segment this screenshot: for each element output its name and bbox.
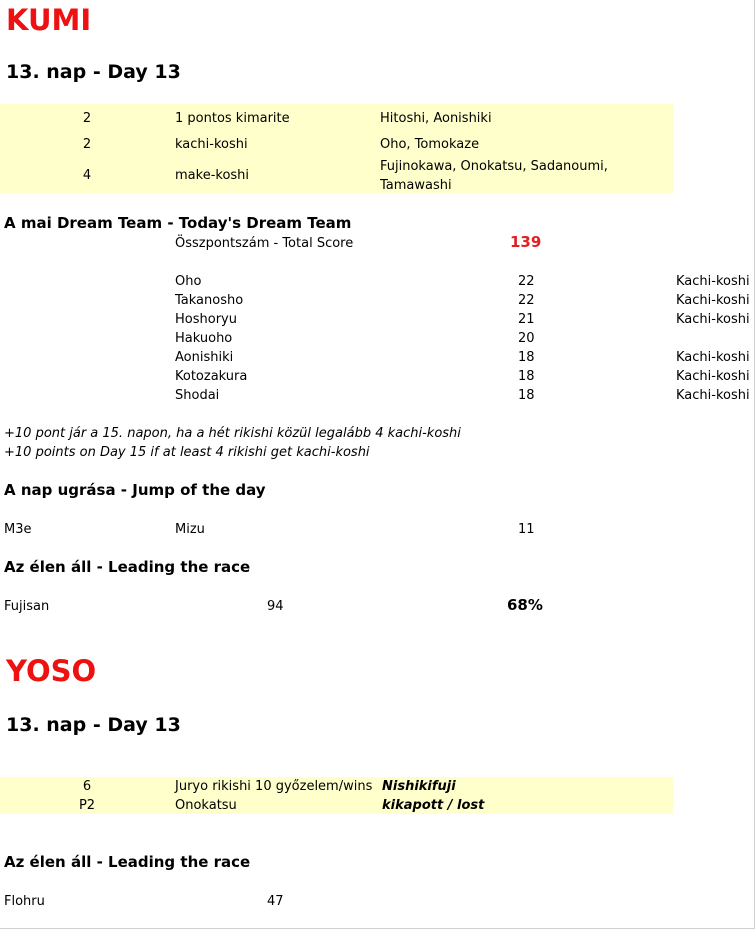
kumi-summary-names: Oho, Tomokaze: [380, 137, 480, 152]
dream-team-member-name: Aonishiki: [175, 350, 234, 365]
dream-team-member-points: 21: [518, 312, 535, 327]
total-score-label: Összpontszám - Total Score: [175, 236, 354, 251]
dream-team-member-status: Kachi-koshi: [676, 274, 750, 289]
kumi-summary-names-line2: Tamawashi: [380, 178, 452, 193]
dream-team-member-points: 18: [518, 369, 535, 384]
kumi-summary-names: Hitoshi, Aonishiki: [380, 111, 492, 126]
kumi-summary-label: kachi-koshi: [175, 137, 248, 152]
yoso-summary-value: kikapott / lost: [382, 798, 485, 813]
dream-team-member-points: 20: [518, 331, 535, 346]
dream-team-member-name: Takanosho: [175, 293, 244, 308]
kumi-title: KUMI: [6, 3, 92, 37]
jump-name: Mizu: [175, 522, 205, 537]
dream-team-member-name: Hoshoryu: [175, 312, 237, 327]
dream-team-member-status: Kachi-koshi: [676, 312, 750, 327]
dream-team-member-name: Oho: [175, 274, 202, 289]
dream-team-member-name: Kotozakura: [175, 369, 248, 384]
kumi-leader-heading: Az élen áll - Leading the race: [4, 558, 251, 576]
kumi-summary-names-line1: Fujinokawa, Onokatsu, Sadanoumi,: [380, 159, 608, 174]
dream-team-heading: A mai Dream Team - Today's Dream Team: [4, 214, 352, 232]
yoso-day-heading: 13. nap - Day 13: [6, 714, 181, 736]
jump-heading: A nap ugrása - Jump of the day: [4, 481, 266, 499]
total-score-value: 139: [510, 233, 542, 251]
dream-team-member-name: Hakuoho: [175, 331, 233, 346]
bonus-note-en: +10 points on Day 15 if at least 4 rikishi get kachi-koshi: [4, 445, 370, 460]
yoso-summary-count: P2: [78, 798, 96, 813]
kumi-summary-count: 2: [82, 137, 92, 152]
kumi-summary-label: make-koshi: [175, 168, 250, 183]
dream-team-member-points: 22: [518, 293, 535, 308]
dream-team-member-status: Kachi-koshi: [676, 369, 750, 384]
yoso-leader-points: 47: [267, 894, 284, 909]
yoso-summary-value: Nishikifuji: [382, 779, 456, 794]
kumi-summary-count: 4: [82, 168, 92, 183]
kumi-summary-label: 1 pontos kimarite: [175, 111, 290, 126]
dream-team-member-status: Kachi-koshi: [676, 293, 750, 308]
yoso-leader-heading: Az élen áll - Leading the race: [4, 853, 251, 871]
yoso-leader-name: Flohru: [4, 894, 45, 909]
dream-team-member-status: Kachi-koshi: [676, 350, 750, 365]
dream-team-member-status: Kachi-koshi: [676, 388, 750, 403]
dream-team-member-points: 18: [518, 350, 535, 365]
dream-team-member-points: 22: [518, 274, 535, 289]
yoso-summary-label: Juryo rikishi 10 győzelem/wins: [175, 779, 373, 794]
yoso-summary-count: 6: [82, 779, 92, 794]
kumi-leader-percent: 68%: [507, 596, 543, 614]
jump-value: 11: [518, 522, 535, 537]
kumi-leader-points: 94: [267, 599, 284, 614]
bonus-note-hu: +10 pont jár a 15. napon, ha a hét rikishi közül legalább 4 kachi-koshi: [4, 426, 461, 441]
yoso-title: YOSO: [6, 654, 97, 688]
kumi-leader-name: Fujisan: [4, 599, 50, 614]
kumi-summary-count: 2: [82, 111, 92, 126]
yoso-summary-label: Onokatsu: [175, 798, 237, 813]
kumi-day-heading: 13. nap - Day 13: [6, 61, 181, 83]
jump-rank: M3e: [4, 522, 32, 537]
dream-team-member-name: Shodai: [175, 388, 220, 403]
dream-team-member-points: 18: [518, 388, 535, 403]
